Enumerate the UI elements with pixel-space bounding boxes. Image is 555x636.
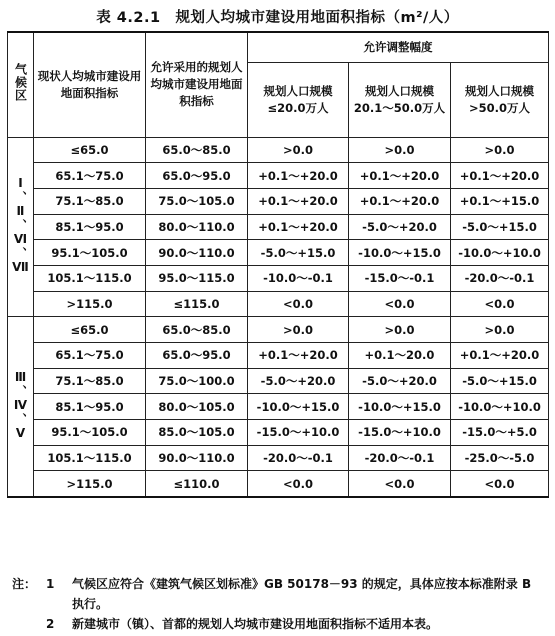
table-row	[8, 265, 549, 291]
adjust-pop3-cell: -10.0～+10.0	[451, 240, 549, 266]
adjust-pop3-cell: +0.1～+20.0	[451, 163, 549, 189]
note-number: 2	[46, 617, 55, 631]
adjust-pop1-cell: <0.0	[248, 291, 349, 317]
adjust-pop1-cell: +0.1～+20.0	[248, 214, 349, 240]
adjust-pop2-cell: <0.0	[349, 291, 451, 317]
current-cell: 75.1～85.0	[34, 368, 146, 394]
note-text: 气候区应符合《建筑气候区划标准》GB 50178－93 的规定，具体应按本标准附录 B 执行。	[72, 577, 532, 611]
adjust-pop3-cell: <0.0	[451, 291, 549, 317]
allowed-cell: 65.0～95.0	[146, 163, 248, 189]
adjust-pop3-cell: +0.1～+20.0	[451, 343, 549, 369]
adjust-pop1-cell: -10.0～-0.1	[248, 265, 349, 291]
allowed-cell: 90.0～110.0	[146, 445, 248, 471]
current-cell: ≤65.0	[34, 137, 146, 163]
note-number: 1	[46, 577, 55, 591]
adjust-pop3-cell: >0.0	[451, 137, 549, 163]
header-zone: 气候区	[8, 32, 34, 137]
current-cell: 95.1～105.0	[34, 240, 146, 266]
table-row	[8, 188, 549, 214]
header-current: 现状人均城市建设用地面积指标	[34, 32, 146, 137]
allowed-cell: 65.0～85.0	[146, 137, 248, 163]
adjust-pop3-cell: -10.0～+10.0	[451, 394, 549, 420]
allowed-cell: 80.0～110.0	[146, 214, 248, 240]
allowed-cell: 65.0～85.0	[146, 317, 248, 343]
adjust-pop2-cell: -5.0～+20.0	[349, 368, 451, 394]
table-title: 表 4.2.1 规划人均城市建设用地面积指标（m²/人）	[96, 10, 459, 26]
current-cell: 75.1～85.0	[34, 188, 146, 214]
table-row	[8, 445, 549, 471]
adjust-pop1-cell: +0.1～+20.0	[248, 343, 349, 369]
current-cell: 105.1～115.0	[34, 265, 146, 291]
current-cell: 65.1～75.0	[34, 343, 146, 369]
current-cell: >115.0	[34, 291, 146, 317]
table-row	[8, 317, 549, 343]
adjust-pop2-cell: >0.0	[349, 137, 451, 163]
header-allowed: 允许采用的规划人均城市建设用地面积指标	[146, 32, 248, 137]
adjust-pop2-cell: >0.0	[349, 317, 451, 343]
zone-cell: Ⅲ、Ⅳ、Ⅴ	[8, 317, 34, 497]
current-cell: >115.0	[34, 471, 146, 497]
adjust-pop1-cell: -5.0～+15.0	[248, 240, 349, 266]
table-row	[8, 394, 549, 420]
allowed-cell: ≤110.0	[146, 471, 248, 497]
allowed-cell: ≤115.0	[146, 291, 248, 317]
header-pop2: 规划人口规模20.1～50.0万人	[349, 62, 451, 137]
adjust-pop1-cell: -5.0～+20.0	[248, 368, 349, 394]
adjust-pop1-cell: -10.0～+15.0	[248, 394, 349, 420]
allowed-cell: 95.0～115.0	[146, 265, 248, 291]
current-cell: ≤65.0	[34, 317, 146, 343]
land-index-table	[7, 31, 549, 498]
adjust-pop1-cell: -15.0～+10.0	[248, 420, 349, 446]
adjust-pop1-cell: -20.0～-0.1	[248, 445, 349, 471]
current-cell: 85.1～95.0	[34, 214, 146, 240]
table-row	[8, 240, 549, 266]
notes	[12, 574, 547, 634]
adjust-pop2-cell: +0.1～+20.0	[349, 188, 451, 214]
note-item	[12, 574, 547, 614]
zone-cell: Ⅰ、Ⅱ、Ⅵ、Ⅶ	[8, 137, 34, 317]
adjust-pop3-cell: -20.0～-0.1	[451, 265, 549, 291]
notes-label: 注：	[12, 577, 37, 591]
current-cell: 95.1～105.0	[34, 420, 146, 446]
adjust-pop2-cell: -15.0～-0.1	[349, 265, 451, 291]
header-pop3: 规划人口规模>50.0万人	[451, 62, 549, 137]
adjust-pop3-cell: +0.1～+15.0	[451, 188, 549, 214]
adjust-pop2-cell: -10.0～+15.0	[349, 394, 451, 420]
allowed-cell: 75.0～100.0	[146, 368, 248, 394]
allowed-cell: 85.0～105.0	[146, 420, 248, 446]
table-row	[8, 368, 549, 394]
table-row	[8, 163, 549, 189]
adjust-pop3-cell: >0.0	[451, 317, 549, 343]
table-row	[8, 137, 549, 163]
table-row	[8, 471, 549, 497]
adjust-pop2-cell: <0.0	[349, 471, 451, 497]
adjust-pop3-cell: -5.0～+15.0	[451, 214, 549, 240]
note-item	[12, 614, 547, 634]
allowed-cell: 75.0～105.0	[146, 188, 248, 214]
adjust-pop1-cell: +0.1～+20.0	[248, 163, 349, 189]
allowed-cell: 65.0～95.0	[146, 343, 248, 369]
adjust-pop1-cell: >0.0	[248, 137, 349, 163]
table-row	[8, 291, 549, 317]
adjust-pop2-cell: -20.0～-0.1	[349, 445, 451, 471]
adjust-pop3-cell: -15.0～+5.0	[451, 420, 549, 446]
adjust-pop2-cell: +0.1～20.0	[349, 343, 451, 369]
adjust-pop2-cell: -15.0～+10.0	[349, 420, 451, 446]
table-row	[8, 214, 549, 240]
adjust-pop3-cell: -5.0～+15.0	[451, 368, 549, 394]
adjust-pop3-cell: <0.0	[451, 471, 549, 497]
table-row	[8, 343, 549, 369]
adjust-pop1-cell: >0.0	[248, 317, 349, 343]
adjust-pop1-cell: +0.1～+20.0	[248, 188, 349, 214]
adjust-pop1-cell: <0.0	[248, 471, 349, 497]
allowed-cell: 80.0～105.0	[146, 394, 248, 420]
current-cell: 65.1～75.0	[34, 163, 146, 189]
header-adjust: 允许调整幅度	[248, 32, 549, 62]
allowed-cell: 90.0～110.0	[146, 240, 248, 266]
header-pop1: 规划人口规模≤20.0万人	[248, 62, 349, 137]
current-cell: 105.1～115.0	[34, 445, 146, 471]
adjust-pop2-cell: +0.1～+20.0	[349, 163, 451, 189]
note-text: 新建城市（镇）、首都的规划人均城市建设用地面积指标不适用本表。	[72, 617, 439, 631]
adjust-pop2-cell: -10.0～+15.0	[349, 240, 451, 266]
adjust-pop3-cell: -25.0～-5.0	[451, 445, 549, 471]
table-row	[8, 420, 549, 446]
current-cell: 85.1～95.0	[34, 394, 146, 420]
adjust-pop2-cell: -5.0～+20.0	[349, 214, 451, 240]
